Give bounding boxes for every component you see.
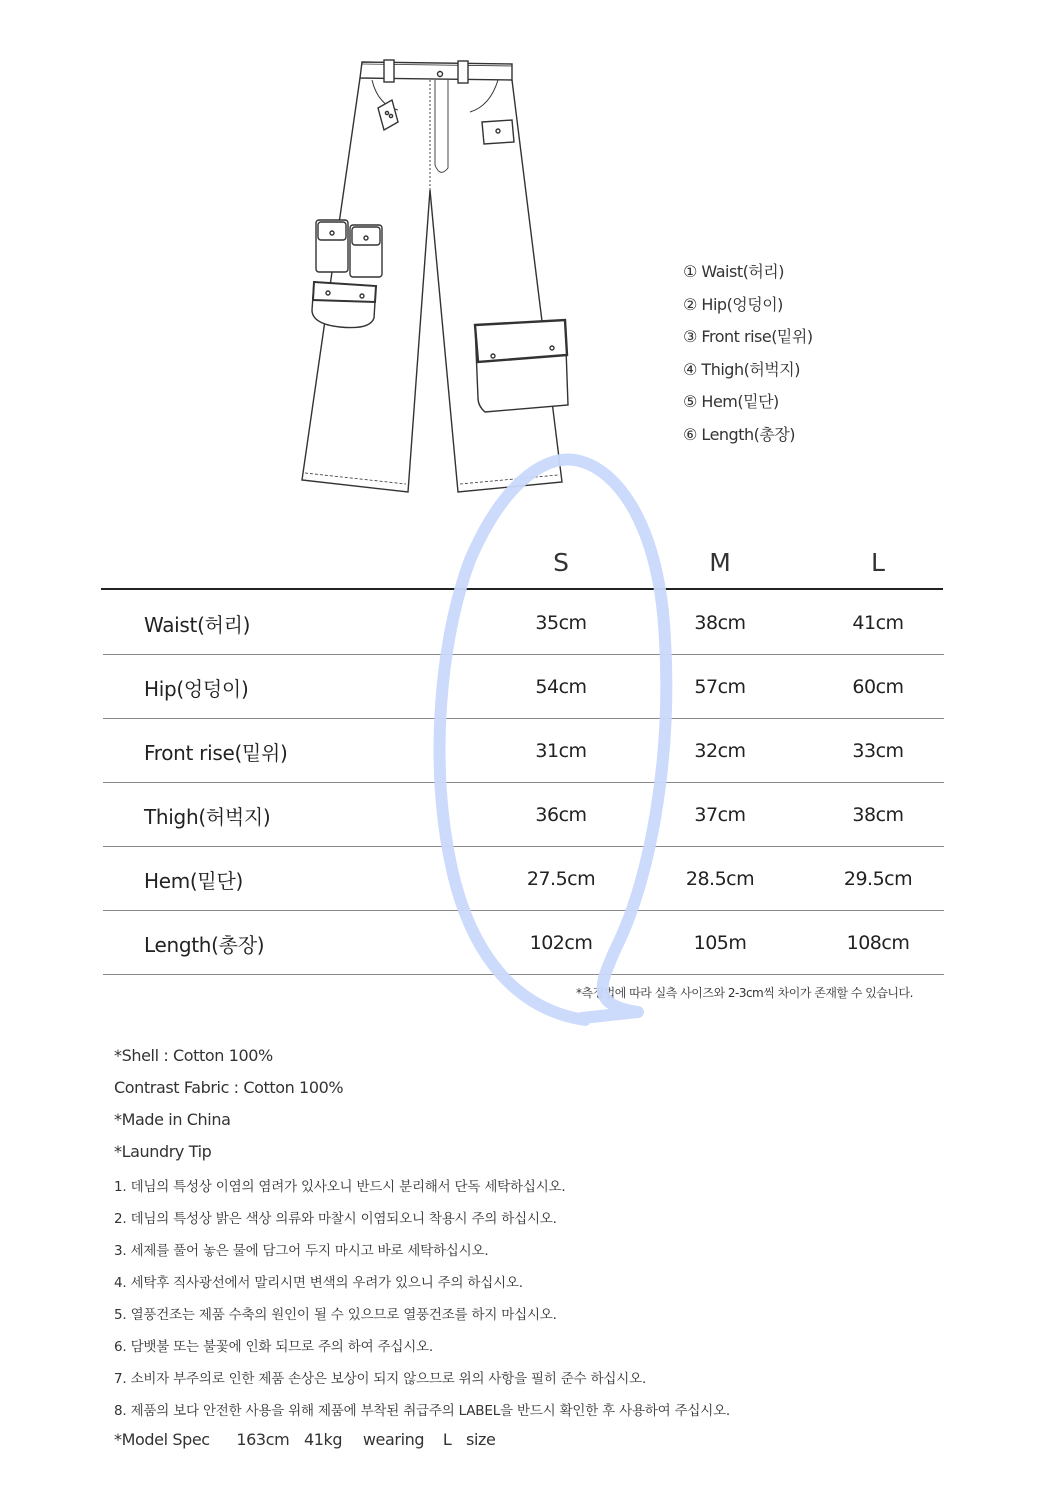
table-row — [103, 847, 944, 911]
size-header-s: S — [553, 548, 569, 577]
row-label: Hem(밑단) — [144, 869, 243, 893]
model-weight: 41kg — [304, 1430, 343, 1449]
laundry-tip-item: 8. 제품의 보다 안전한 사용을 위해 제품에 부착된 취급주의 LABEL을 반드시 확인한 후 사용하여 주십시오. — [114, 1403, 731, 1419]
row-label: Thigh(허벅지) — [144, 805, 271, 829]
row-label: Front rise(밑위) — [144, 741, 288, 765]
row-label: Length(총장) — [144, 933, 265, 957]
row-label: Waist(허리) — [144, 613, 251, 637]
legend-item-thigh: ④ Thigh(허벅지) — [683, 359, 800, 379]
legend-item-hip: ② Hip(엉덩이) — [683, 294, 783, 314]
cell-s: 27.5cm — [526, 868, 596, 890]
cell-m: 38cm — [694, 612, 746, 634]
cell-l: 29.5cm — [843, 868, 913, 890]
cell-s: 35cm — [535, 612, 587, 634]
cell-l: 33cm — [852, 740, 904, 762]
legend-item-hem: ⑤ Hem(밑단) — [683, 392, 779, 411]
measurement-legend — [683, 262, 813, 457]
cell-s: 36cm — [535, 804, 587, 826]
cell-l: 38cm — [852, 804, 904, 826]
contrast-fabric-info: Contrast Fabric : Cotton 100% — [114, 1078, 344, 1097]
made-in-info: *Made in China — [114, 1110, 231, 1129]
laundry-tip-item: 2. 데님의 특성상 밝은 색상 의류와 마찰시 이염되오니 착용시 주의 하십시오. — [114, 1211, 557, 1227]
model-spec-label: *Model Spec — [114, 1430, 210, 1449]
cargo-pants-illustration — [290, 50, 590, 500]
laundry-tip-item: 4. 세탁후 직사광선에서 말리시면 변색의 우려가 있으니 주의 하십시오. — [114, 1275, 523, 1291]
cell-l: 108cm — [846, 932, 910, 954]
cell-m: 28.5cm — [685, 868, 755, 890]
table-row — [103, 783, 944, 847]
model-size-letter: L — [442, 1430, 452, 1449]
cell-l: 60cm — [852, 676, 904, 698]
model-height: 163cm — [236, 1430, 290, 1449]
table-row — [103, 591, 944, 655]
size-header-l: L — [871, 548, 885, 577]
legend-item-front-rise: ③ Front rise(밑위) — [683, 327, 813, 346]
legend-item-waist: ① Waist(허리) — [683, 262, 784, 281]
cell-m: 32cm — [694, 740, 746, 762]
size-header-m: M — [709, 548, 731, 577]
model-spec — [114, 1430, 495, 1449]
cell-s: 102cm — [529, 932, 593, 954]
table-row — [103, 655, 944, 719]
cell-s: 54cm — [535, 676, 587, 698]
laundry-tip-item: 3. 세제를 풀어 놓은 물에 담그어 두지 마시고 바로 세탁하십시오. — [114, 1243, 489, 1259]
model-size-word: size — [466, 1430, 496, 1449]
cell-m: 105m — [693, 932, 747, 954]
legend-item-length: ⑥ Length(총장) — [683, 424, 796, 444]
table-top-rule — [101, 588, 943, 590]
row-label: Hip(엉덩이) — [144, 677, 249, 701]
laundry-tip-item: 1. 데님의 특성상 이염의 염려가 있사오니 반드시 분리해서 단독 세탁하십시오. — [114, 1179, 566, 1195]
model-wearing: wearing — [362, 1430, 425, 1449]
laundry-tip-title: *Laundry Tip — [114, 1142, 212, 1161]
cell-m: 57cm — [694, 676, 746, 698]
table-row — [103, 719, 944, 783]
table-row — [103, 911, 944, 975]
measurement-note: *측정법에 따라 실측 사이즈와 2-3cm씩 차이가 존재할 수 있습니다. — [576, 986, 913, 1000]
cell-l: 41cm — [852, 612, 904, 634]
laundry-tip-item: 5. 열풍건조는 제품 수축의 원인이 될 수 있으므로 열풍건조를 하지 마십시오. — [114, 1307, 557, 1323]
cell-m: 37cm — [694, 804, 746, 826]
laundry-tip-item: 6. 담뱃불 또는 불꽃에 인화 되므로 주의 하여 주십시오. — [114, 1339, 433, 1355]
cell-s: 31cm — [535, 740, 587, 762]
laundry-tip-item: 7. 소비자 부주의로 인한 제품 손상은 보상이 되지 않으므로 위의 사항을 필히 준수 하십시오. — [114, 1371, 647, 1387]
shell-info: *Shell : Cotton 100% — [114, 1046, 273, 1065]
